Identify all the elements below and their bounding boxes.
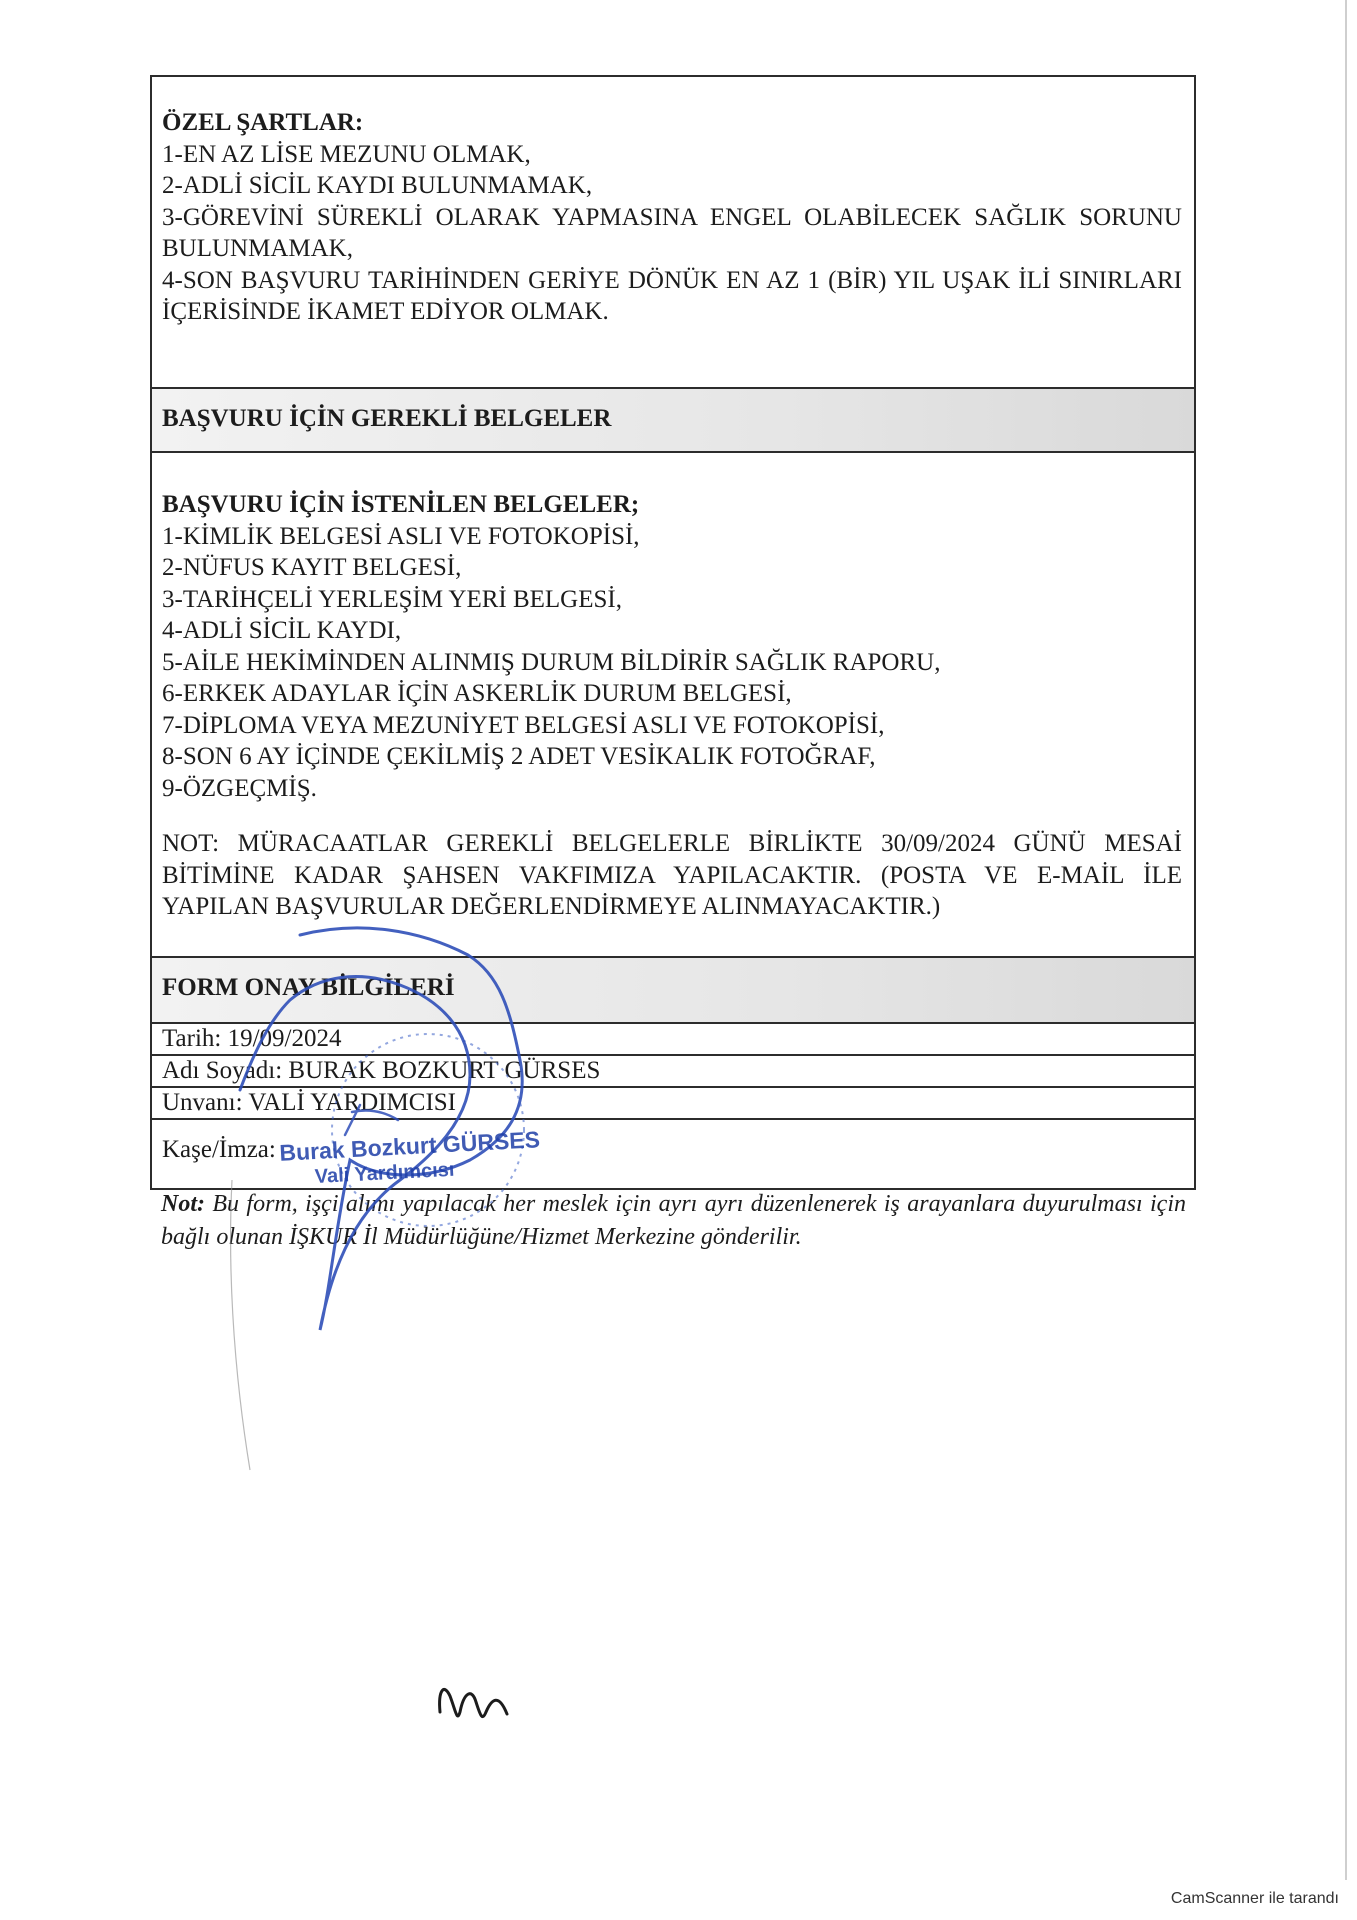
document-item: 5-AİLE HEKİMİNDEN ALINMIŞ DURUM BİLDİRİR SAĞLIK RAPORU, [162, 648, 941, 676]
required-documents-header: BAŞVURU İÇİN GEREKLİ BELGELER [152, 389, 1194, 453]
required-documents-section [152, 453, 1194, 958]
condition-item: 4-SON BAŞVURU TARİHİNDEN GERİYE DÖNÜK EN AZ 1 (BİR) YIL UŞAK İLİ SINIRLARI İÇERİSİNDE İKAMET EDİYOR OLMAK. [162, 266, 1182, 325]
footer-note-text: Bu form, işçi alımı yapılacak her meslek için ayrı ayrı düzenlenerek iş arayanlara duyurulması için bağlı olunan İŞKUR İl Müdürlüğüne/Hizmet Merkezine gönderilir. [161, 1191, 1186, 1250]
page-edge [1345, 0, 1347, 1880]
footer-note-label: Not: [161, 1191, 205, 1217]
document-item: 2-NÜFUS KAYIT BELGESİ, [162, 554, 462, 581]
condition-item: 1-EN AZ LİSE MEZUNU OLMAK, [162, 140, 531, 168]
condition-item: 3-GÖREVİNİ SÜREKLİ OLARAK YAPMASINA ENGEL OLABİLECEK SAĞLIK SORUNU BULUNMAMAK, [162, 203, 1182, 262]
special-conditions-list [162, 139, 1182, 328]
special-conditions-title: ÖZEL ŞARTLAR: [162, 109, 364, 136]
application-form-table [150, 75, 1196, 1190]
application-deadline-note: NOT: MÜRACAATLAR GEREKLİ BELGELERLE BİRLİKTE 30/09/2024 GÜNÜ MESAİ BİTİMİNE KADAR ŞAHSEN VAKFIMIZA YAPILACAKTIR. (POSTA VE E-MAİL İLE YAPILAN BAŞVURULAR DEĞERLENDİRMEYE ALINMAYACAKTIR.) [162, 830, 1182, 920]
document-item: 8-SON 6 AY İÇİNDE ÇEKİLMİŞ 2 ADET VESİKALIK FOTOĞRAF, [162, 743, 876, 770]
document-item: 7-DİPLOMA VEYA MEZUNİYET BELGESİ ASLI VE FOTOKOPİSİ, [162, 711, 885, 739]
document-item: 6-ERKEK ADAYLAR İÇİN ASKERLİK DURUM BELGESİ, [162, 680, 792, 707]
document-item: 3-TARİHÇELİ YERLEŞİM YERİ BELGESİ, [162, 585, 622, 613]
handwritten-initials [440, 1689, 507, 1716]
condition-item: 2-ADLİ SİCİL KAYDI BULUNMAMAK, [162, 172, 593, 199]
approval-date-row: Tarih: 19/09/2024 [152, 1024, 1194, 1056]
scanner-watermark: CamScanner ile tarandı [1170, 1890, 1339, 1907]
form-approval-header: FORM ONAY BİLGİLERİ [152, 958, 1194, 1024]
document-item: 1-KİMLİK BELGESİ ASLI VE FOTOKOPİSİ, [162, 522, 640, 550]
special-conditions-section [152, 77, 1194, 389]
stamp-role: Vali Yardımcısı [314, 1158, 455, 1189]
stamp-name: Burak Bozkurt GÜRSES [278, 1126, 541, 1166]
approval-title-row: Unvanı: VALİ YARDIMCISI [152, 1088, 1194, 1120]
approval-name-row: Adı Soyadı: BURAK BOZKURT GÜRSES [152, 1056, 1194, 1088]
required-documents-title: BAŞVURU İÇİN İSTENİLEN BELGELER; [162, 491, 640, 518]
document-item: 4-ADLİ SİCİL KAYDI, [162, 617, 402, 644]
stamp-signature-row: Kaşe/İmza: [162, 1136, 276, 1163]
document-item: 9-ÖZGEÇMİŞ. [162, 774, 317, 802]
required-documents-list [162, 521, 1182, 805]
footer-note [161, 1188, 1186, 1254]
